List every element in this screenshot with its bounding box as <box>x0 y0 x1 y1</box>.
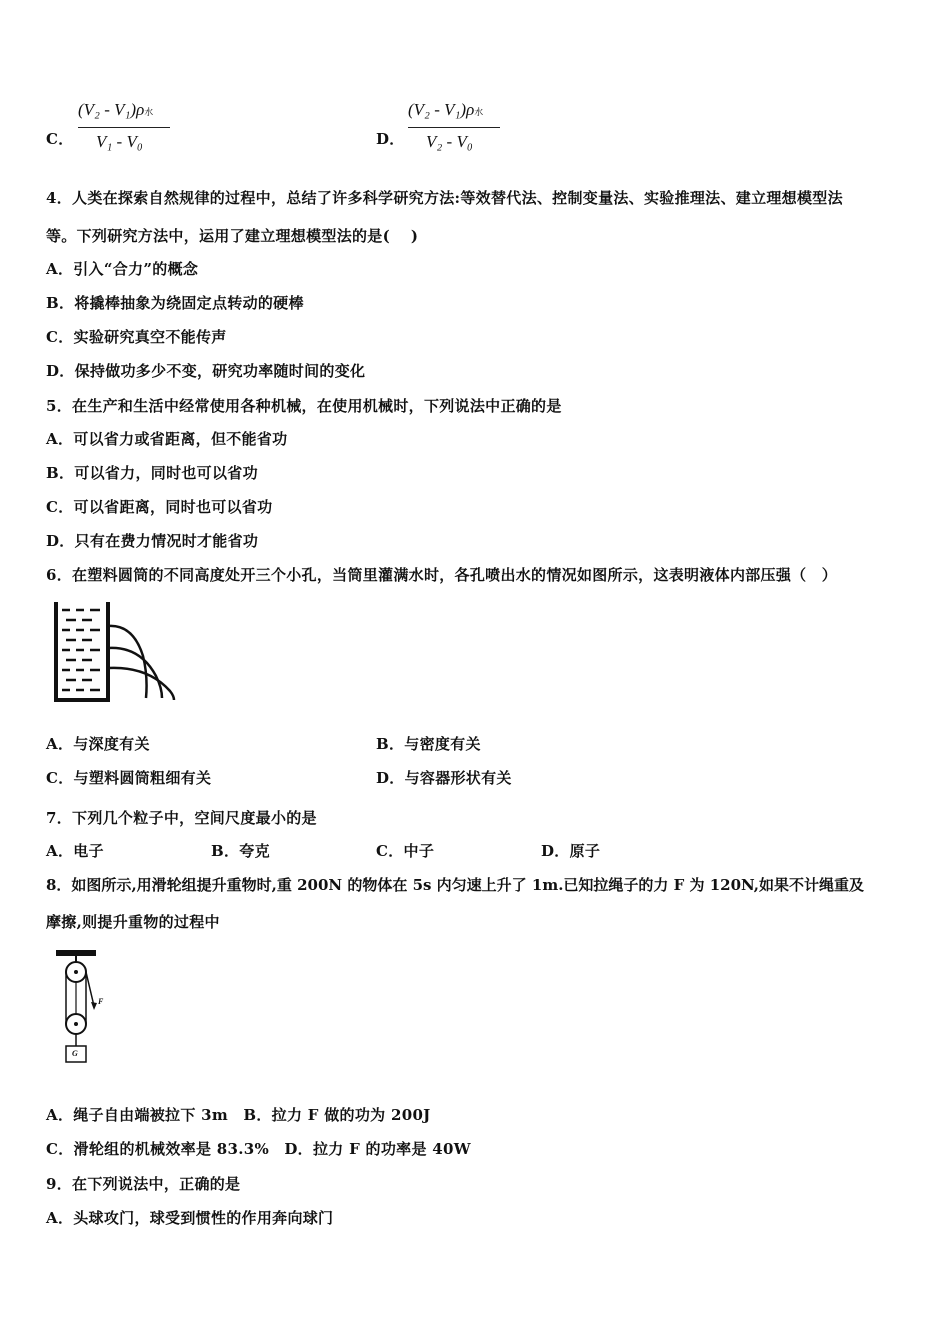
q4-option-d: D．保持做功多少不变，研究功率随时间的变化 <box>46 362 366 380</box>
q3-option-c-denominator: V₁ - V₀ <box>96 132 143 151</box>
q3-option-c-numerator: (V₂ - V₁)ρ水 <box>78 100 154 119</box>
q7-option-b: B．夸克 <box>211 842 270 860</box>
q5-option-d: D．只有在费力情况时才能省功 <box>46 532 259 550</box>
q3-option-c-formula <box>78 100 178 160</box>
q8-options-ab: A．绳子自由端被拉下 3m B．拉力 F 做的功为 200J <box>46 1106 431 1124</box>
q3-option-d-formula <box>408 100 508 160</box>
q7-option-d: D．原子 <box>541 842 601 860</box>
q3-option-d-denominator: V₂ - V₀ <box>426 132 473 151</box>
q7-option-a: A．电子 <box>46 842 104 860</box>
q9-option-a: A．头球攻门，球受到惯性的作用奔向球门 <box>46 1209 334 1227</box>
q3-option-d-label: D． <box>376 130 405 148</box>
q7-option-c: C．中子 <box>376 842 435 860</box>
pulley-system-figure <box>52 948 112 1068</box>
q9-stem: 9．在下列说法中，正确的是 <box>46 1175 241 1193</box>
q3-option-d-numerator: (V₂ - V₁)ρ水 <box>408 100 484 119</box>
q5-option-a: A．可以省力或省距离，但不能省功 <box>46 430 288 448</box>
q8-stem-line2: 摩擦,则提升重物的过程中 <box>46 913 220 931</box>
q4-option-a: A．引入“合力”的概念 <box>46 260 199 278</box>
pulley-force-label: F <box>98 997 104 1006</box>
q4-option-c: C．实验研究真空不能传声 <box>46 328 227 346</box>
q7-stem: 7．下列几个粒子中，空间尺度最小的是 <box>46 809 317 827</box>
q4-option-b: B．将撬棒抽象为绕固定点转动的硬棒 <box>46 294 304 312</box>
q5-option-b: B．可以省力，同时也可以省功 <box>46 464 258 482</box>
q5-stem: 5．在生产和生活中经常使用各种机械，在使用机械时，下列说法中正确的是 <box>46 397 562 415</box>
q6-option-d: D．与容器形状有关 <box>376 769 512 787</box>
q3-option-c-label: C． <box>46 130 74 148</box>
q5-option-c: C．可以省距离，同时也可以省功 <box>46 498 273 516</box>
q4-stem-line2: 等。下列研究方法中，运用了建立理想模型法的是( ) <box>46 227 419 245</box>
q8-stem-line1: 8．如图所示,用滑轮组提升重物时,重 200N 的物体在 5s 内匀速上升了 1m.已知拉绳子的力 F 为 120N,如果不计绳重及 <box>46 876 865 894</box>
q8-options-cd: C．滑轮组的机械效率是 83.3% D．拉力 F 的功率是 40W <box>46 1140 471 1158</box>
q6-option-a: A．与深度有关 <box>46 735 150 753</box>
q6-stem: 6．在塑料圆筒的不同高度处开三个小孔，当筒里灌满水时，各孔喷出水的情况如图所示，这表明液体内部压强（ ） <box>46 566 838 584</box>
q6-option-c: C．与塑料圆筒粗细有关 <box>46 769 212 787</box>
q6-option-b: B．与密度有关 <box>376 735 481 753</box>
q4-stem-line1: 4．人类在探索自然规律的过程中，总结了许多科学研究方法:等效替代法、控制变量法、实验推理法、建立理想模型法 <box>46 189 843 207</box>
water-cylinder-figure <box>48 596 183 706</box>
pulley-weight-label: G <box>72 1049 78 1058</box>
